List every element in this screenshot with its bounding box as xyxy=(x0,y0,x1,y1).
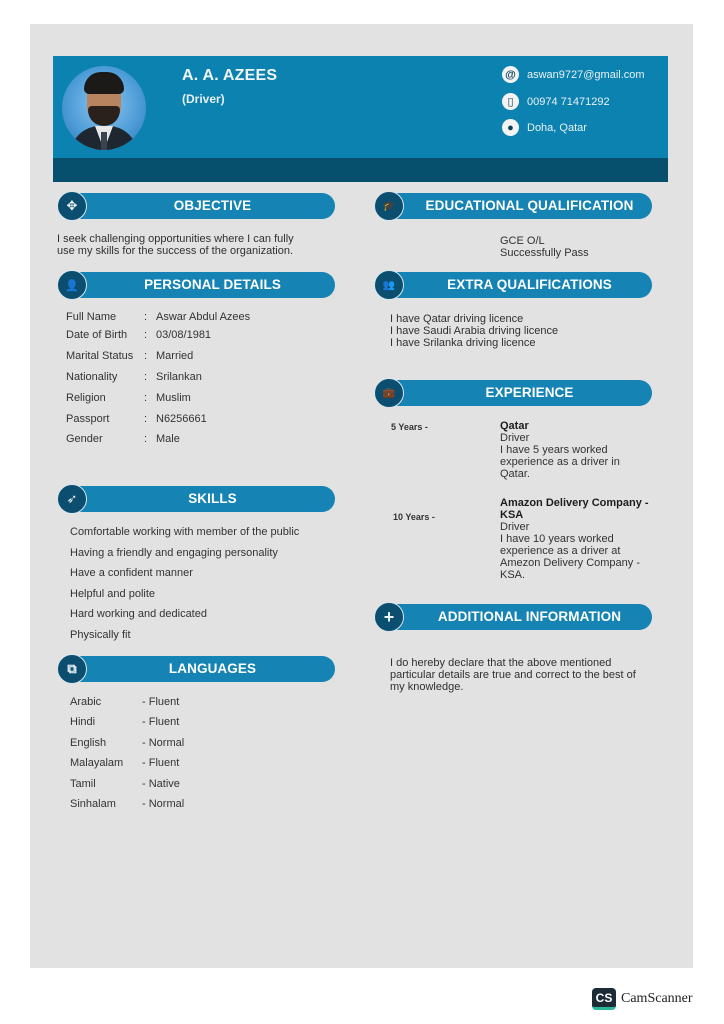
section-header-personal-details xyxy=(60,272,335,298)
section-title: EDUCATIONAL QUALIFICATION xyxy=(425,198,634,213)
section-header-education xyxy=(377,193,652,219)
section-header-skills xyxy=(60,486,335,512)
candidate-name: A. A. AZEES xyxy=(182,67,278,84)
contact-phone[interactable] xyxy=(502,93,610,110)
graduation-cap-icon: 🎓 xyxy=(374,191,404,221)
skill-item: Comfortable working with member of the public xyxy=(70,526,300,538)
skill-item: Helpful and polite xyxy=(70,588,156,600)
objective-text: I seek challenging opportunities where I can fully use my skills for the success of the organization. xyxy=(57,233,294,257)
section-title: PERSONAL DETAILS xyxy=(144,277,281,292)
rocket-icon: ➶ xyxy=(57,484,87,514)
contact-location xyxy=(502,119,587,136)
experience-years: 10 Years - xyxy=(393,512,435,522)
phone-text[interactable]: 00974 71471292 xyxy=(527,95,610,108)
skill-item: Have a confident manner xyxy=(70,567,193,579)
section-title: EXPERIENCE xyxy=(485,385,574,400)
translate-icon: ⧉ xyxy=(57,654,87,684)
section-title: EXTRA QUALIFICATIONS xyxy=(447,277,612,292)
camscanner-watermark xyxy=(592,988,693,1010)
candidate-role: (Driver) xyxy=(182,92,225,106)
email-text[interactable]: aswan9727@gmail.com xyxy=(527,68,645,81)
section-title: OBJECTIVE xyxy=(173,198,252,213)
person-icon: 👤 xyxy=(57,270,87,300)
section-title: LANGUAGES xyxy=(168,661,257,676)
section-title: SKILLS xyxy=(188,491,237,506)
section-header-extra-qualifications xyxy=(377,272,652,298)
section-header-additional-information xyxy=(377,604,652,630)
location-text: Doha, Qatar xyxy=(527,121,587,134)
camscanner-logo-icon: CS xyxy=(592,988,616,1010)
section-header-languages xyxy=(60,656,335,682)
section-header-experience xyxy=(377,380,652,406)
header-strip xyxy=(53,158,668,182)
profile-photo xyxy=(62,66,146,150)
experience-years: 5 Years - xyxy=(391,422,428,432)
watermark-text: CamScanner xyxy=(621,991,693,1006)
section-header-objective xyxy=(60,193,335,219)
plus-icon: + xyxy=(374,602,404,632)
contact-email[interactable] xyxy=(502,66,645,83)
briefcase-icon: 💼 xyxy=(374,378,404,408)
target-icon: ✥ xyxy=(57,191,87,221)
experience-entry: Qatar Driver I have 5 years worked experience as a driver in Qatar. xyxy=(500,420,620,480)
additional-information-text: I do hereby declare that the above mentioned particular details are true and correct to the best of my knowledge. xyxy=(390,657,636,693)
users-icon: 👥 xyxy=(374,270,404,300)
skill-item: Physically fit xyxy=(70,629,131,641)
section-title: ADDITIONAL INFORMATION xyxy=(437,609,622,624)
at-icon: @ xyxy=(502,66,519,83)
skill-item: Hard working and dedicated xyxy=(70,608,207,620)
extra-qualifications-text: I have Qatar driving licence I have Saudi Arabia driving licence I have Srilanka driving licence xyxy=(390,313,559,349)
location-pin-icon: ● xyxy=(502,119,519,136)
experience-entry: Amazon Delivery Company - KSA Driver I have 10 years worked experience as a driver at Amezon Delivery Company - KSA. xyxy=(500,497,649,581)
phone-icon: ▯ xyxy=(502,93,519,110)
skill-item: Having a friendly and engaging personality xyxy=(70,547,278,559)
education-text: GCE O/L Successfully Pass xyxy=(500,235,589,259)
